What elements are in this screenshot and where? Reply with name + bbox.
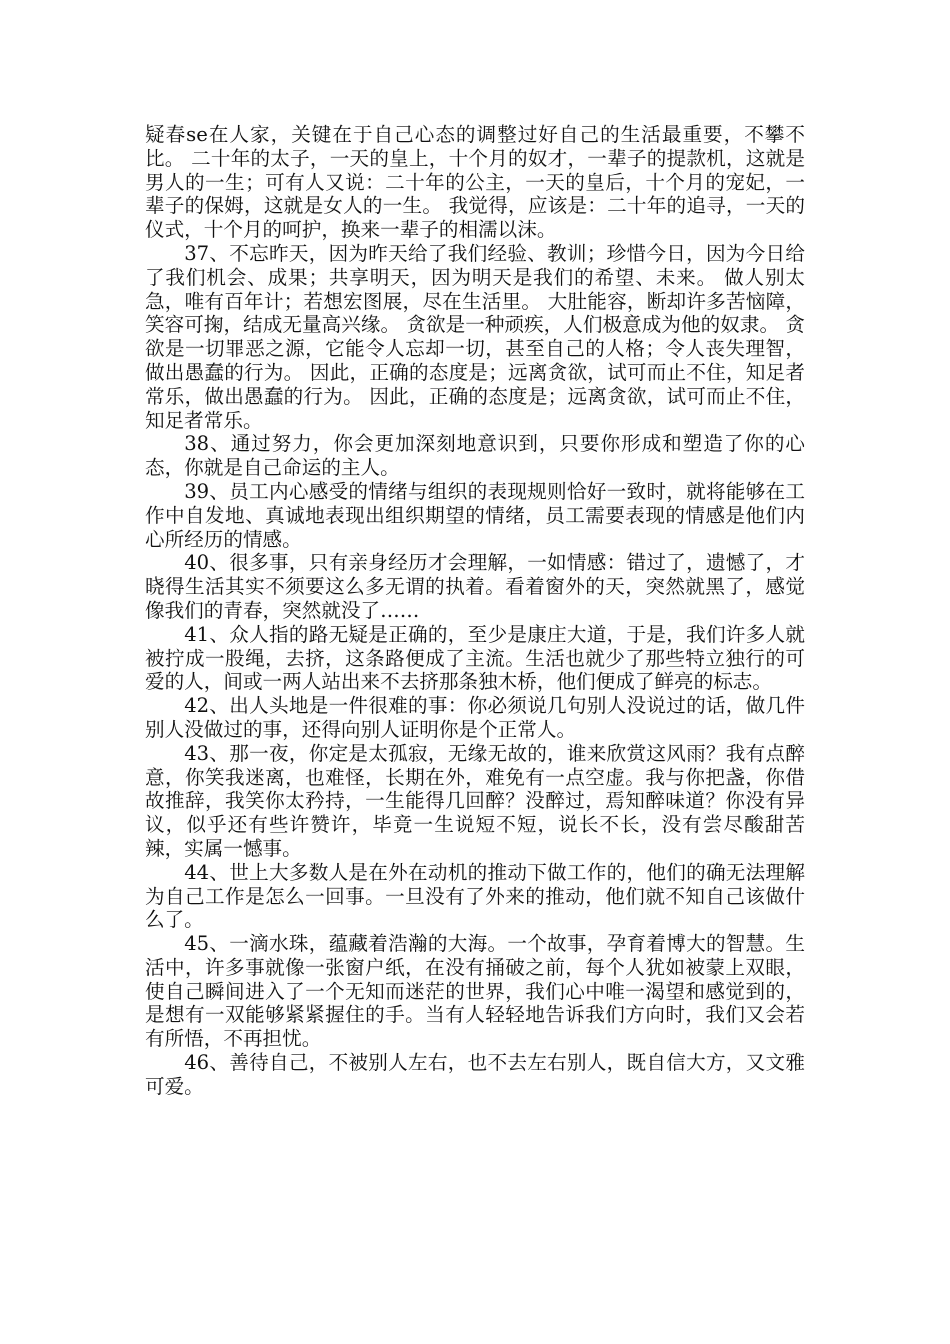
paragraph-46: 46、善待自己，不被别人左右，也不去左右别人，既自信大方，又文雅可爱。 <box>145 1051 805 1098</box>
document-body <box>145 123 805 1099</box>
paragraph-41: 41、众人指的路无疑是正确的，至少是康庄大道，于是，我们许多人就被拧成一股绳，去挤，这条路便成了主流。生活也就少了那些特立独行的可爱的人，间或一两人站出来不去挤那条独木桥，他们便成了鲜亮的标志。 <box>145 622 805 694</box>
paragraph-42: 42、出人头地是一件很难的事：你必须说几句别人没说过的话，做几件别人没做过的事，还得向别人证明你是个正常人。 <box>145 694 805 741</box>
paragraph-40: 40、很多事，只有亲身经历才会理解，一如情感：错过了，遗憾了，才晓得生活其实不须要这么多无谓的执着。看着窗外的天，突然就黑了，感觉像我们的青春，突然就没了…… <box>145 551 805 622</box>
paragraph-45: 45、一滴水珠，蕴藏着浩瀚的大海。一个故事，孕育着博大的智慧。生活中，许多事就像一张窗户纸，在没有捅破之前，每个人犹如被蒙上双眼，使自己瞬间进入了一个无知而迷茫的世界，我们心中唯一渴望和感觉到的，是想有一双能够紧紧握住的手。当有人轻轻地告诉我们方向时，我们又会若有所悟，不再担忧。 <box>145 932 805 1051</box>
paragraph-1: 疑春se在人家，关键在于自己心态的调整过好自己的生活最重要，不攀不比。 二十年的太子，一天的皇上，十个月的奴才，一辈子的提款机，这就是男人的一生；可有人又说：二十年的公主，一天的皇后，十个月的宠妃，一辈子的保姆，这就是女人的一生。 我觉得，应该是：二十年的追寻，一天的仪式，十个月的呵护，换来一辈子的相濡以沫。 <box>145 123 805 242</box>
paragraph-44: 44、世上大多数人是在外在动机的推动下做工作的，他们的确无法理解为自己工作是怎么一回事。一旦没有了外来的推动，他们就不知自己该做什么了。 <box>145 860 805 932</box>
paragraph-39: 39、员工内心感受的情绪与组织的表现规则恰好一致时，就将能够在工作中自发地、真诚地表现出组织期望的情绪，员工需要表现的情感是他们内心所经历的情感。 <box>145 479 805 551</box>
paragraph-37: 37、不忘昨天，因为昨天给了我们经验、教训；珍惜今日，因为今日给了我们机会、成果；共享明天，因为明天是我们的希望、未来。 做人别太急，唯有百年计；若想宏图展，尽在生活里。 大肚能容，断却许多苦恼障，笑容可掬，结成无量高兴缘。 贪欲是一种顽疾，人们极意成为他的奴隶。 贪欲是一切罪恶之源，它能令人忘却一切，甚至自己的人格；令人丧失理智，做出愚蠢的行为。 因此，正确的态度是；远离贪欲，试可而止不住，知足者常乐，做出愚蠢的行为。 因此，正确的态度是；远离贪欲，试可而止不住，知足者常乐。 <box>145 241 805 432</box>
paragraph-43: 43、那一夜，你定是太孤寂，无缘无故的，谁来欣赏这风雨？我有点醉意，你笑我迷离，也难怪，长期在外，难免有一点空虚。我与你把盏，你借故推辞，我笑你太矜持，一生能得几回醉？没醉过，焉知醉味道？你没有异议，似乎还有些许赞许，毕竟一生说短不短，说长不长，没有尝尽酸甜苦辣，实属一憾事。 <box>145 741 805 860</box>
paragraph-38: 38、通过努力，你会更加深刻地意识到，只要你形成和塑造了你的心态，你就是自己命运的主人。 <box>145 432 805 480</box>
